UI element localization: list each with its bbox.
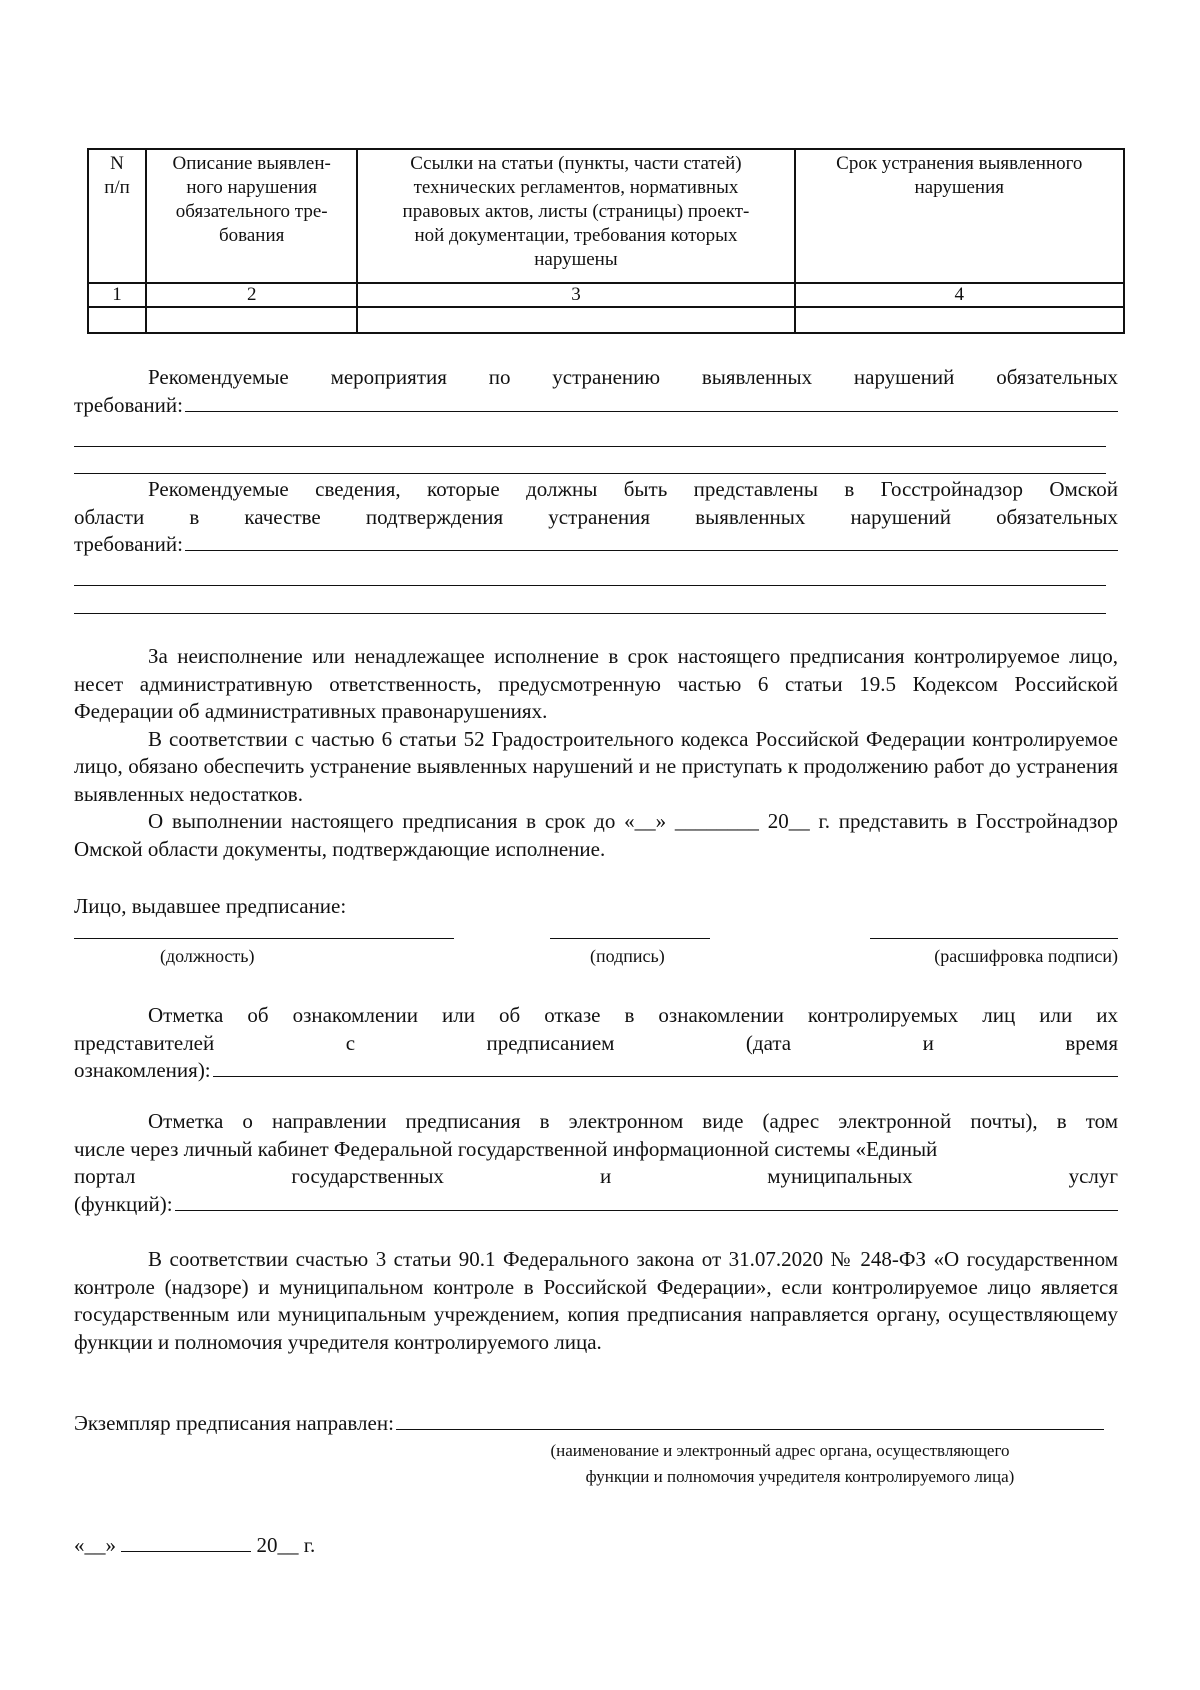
table-cell[interactable] xyxy=(357,307,794,333)
fill-line[interactable] xyxy=(213,1058,1118,1077)
word: выявленных xyxy=(695,504,806,529)
electronic-line2 xyxy=(74,1136,1118,1164)
header-description: Описание выявлен- ного нарушения обязательного тре- бования xyxy=(146,149,357,283)
word: предписанием xyxy=(486,1030,615,1055)
acquaintance-line2 xyxy=(74,1030,1118,1058)
date-day: «__» xyxy=(74,1533,116,1557)
violations-table xyxy=(87,148,1125,334)
word: качестве xyxy=(244,504,321,529)
table-cell[interactable] xyxy=(795,307,1124,333)
electronic-field[interactable] xyxy=(74,1191,1118,1219)
blank-line[interactable] xyxy=(74,586,1106,614)
header-references: Ссылки на статьи (пункты, части статей) технических регламентов, нормативных правовых актов, листы (страницы) проект- ной документации, требования которых нарушены xyxy=(357,149,794,283)
table-cell[interactable] xyxy=(146,307,357,333)
law-paragraph: В соответствии счастью 3 статьи 90.1 Федерального закона от 31.07.2020 № 248-ФЗ «О государственном контроле (надзоре) и муниципальном контроле в Российской Федерации», если контролируемое лицо является государственным или муниципальным учреждением, копия предписания направляется органу, осуществляющему функции и полномочия учредителя контролируемого лица. xyxy=(74,1247,1118,1354)
word: обязательных xyxy=(996,504,1118,529)
recommended-measures-field[interactable] xyxy=(74,392,1118,420)
table-column-numbers-row xyxy=(88,283,1124,307)
recommended-info-text: Рекомендуемые сведения, которые должны быть представлены в Госстройнадзор Омской xyxy=(148,477,1118,501)
recommended-measures-text: Рекомендуемые мероприятия по устранению выявленных нарушений обязательных xyxy=(148,365,1118,389)
recommended-info-field[interactable] xyxy=(74,531,1118,559)
acquaintance-field[interactable] xyxy=(74,1057,1118,1085)
copy-note-line2: функции и полномочия учредителя контролируемого лица) xyxy=(585,1467,1015,1486)
recommended-info-label: требований: xyxy=(74,532,183,556)
recommended-info-line2 xyxy=(74,504,1118,532)
word: и xyxy=(599,1164,612,1188)
signature-caption: (подпись) xyxy=(590,946,665,966)
word: подтверждения xyxy=(365,504,504,529)
electronic-line2-text: числе через личный кабинет Федеральной государственной информационной системы «Единый xyxy=(74,1136,938,1161)
acquaintance-label: ознакомления): xyxy=(74,1058,211,1082)
blank-line[interactable] xyxy=(74,559,1106,587)
copy-section xyxy=(74,1410,1104,1438)
signature-line[interactable] xyxy=(550,918,710,939)
date-year: 20__ г. xyxy=(256,1533,316,1557)
compliance-paragraph: В соответствии с частью 6 статьи 52 Градостроительного кодекса Российской Федерации контролируемое лицо, обязано обеспечить устранение выявленных нарушений и не приступать к продолжению работ до устранения выявленных недостатков. xyxy=(74,726,1118,806)
electronic-line3 xyxy=(74,1163,1118,1191)
copy-label: Экземпляр предписания направлен: xyxy=(74,1411,394,1435)
word: портал xyxy=(74,1164,136,1188)
word: нарушений xyxy=(850,504,952,529)
position-line[interactable] xyxy=(74,918,454,939)
position-caption: (должность) xyxy=(160,946,255,966)
liability-paragraph: За неисполнение или ненадлежащее исполнение в срок настоящего предписания контролируемое лицо, несет административную ответственность, предусмотренную частью 6 статьи 19.5 Кодексом Российской Федерации об административных правонарушениях. xyxy=(74,644,1118,723)
electronic-text: Отметка о направлении предписания в электронном виде (адрес электронной почты), в том xyxy=(148,1109,1118,1133)
column-number-2: 2 xyxy=(146,283,357,307)
word: и xyxy=(922,1030,934,1055)
copy-field[interactable] xyxy=(74,1410,1104,1438)
column-number-1: 1 xyxy=(88,283,146,307)
word: с xyxy=(345,1030,356,1055)
law-section xyxy=(74,1246,1118,1356)
electronic-label: (функций): xyxy=(74,1191,173,1216)
blank-line[interactable] xyxy=(74,419,1106,447)
copy-note xyxy=(500,1438,1060,1490)
copy-note-line1: (наименование и электронный адрес органа, осуществляющего xyxy=(550,1441,1010,1460)
word: представителей xyxy=(74,1030,215,1055)
date-line xyxy=(74,1532,1118,1560)
word: муниципальных xyxy=(767,1164,913,1188)
column-number-4: 4 xyxy=(795,283,1124,307)
word: устранения xyxy=(548,504,651,529)
issuer-signature-block xyxy=(74,918,1118,978)
decoding-line[interactable] xyxy=(870,918,1118,939)
header-number: N п/п xyxy=(88,149,146,283)
blank-line[interactable] xyxy=(74,447,1106,475)
fill-line[interactable] xyxy=(185,393,1118,412)
liability-section xyxy=(74,643,1118,863)
word: услуг xyxy=(1068,1164,1118,1188)
table-header-row xyxy=(88,149,1124,283)
issuer-label: Лицо, выдавшее предписание: xyxy=(74,894,347,918)
acquaintance-section xyxy=(74,1002,1118,1085)
fill-line[interactable] xyxy=(185,532,1118,551)
acquaintance-text: Отметка об ознакомлении или об отказе в ознакомлении контролируемых лиц или их xyxy=(148,1003,1118,1027)
fill-line[interactable] xyxy=(175,1192,1118,1211)
column-number-3: 3 xyxy=(357,283,794,307)
recommended-measures-label: требований: xyxy=(74,392,183,417)
recommended-info-section xyxy=(74,476,1118,614)
recommended-measures-section xyxy=(74,364,1118,474)
word: области xyxy=(74,504,145,529)
decoding-caption: (расшифровка подписи) xyxy=(934,946,1118,966)
table-row xyxy=(88,307,1124,333)
table-cell[interactable] xyxy=(88,307,146,333)
word: государственных xyxy=(291,1164,444,1188)
word: (дата xyxy=(745,1030,792,1055)
word: в xyxy=(189,504,200,529)
deadline-paragraph: О выполнении настоящего предписания в срок до «__» ________ 20__ г. представить в Госстройнадзор Омской области документы, подтверждающие исполнение. xyxy=(74,809,1118,861)
electronic-section xyxy=(74,1108,1118,1218)
word: время xyxy=(1065,1030,1118,1055)
date-month-blank[interactable] xyxy=(121,1533,251,1552)
fill-line[interactable] xyxy=(396,1411,1104,1430)
header-deadline: Срок устранения выявленного нарушения xyxy=(795,149,1124,283)
